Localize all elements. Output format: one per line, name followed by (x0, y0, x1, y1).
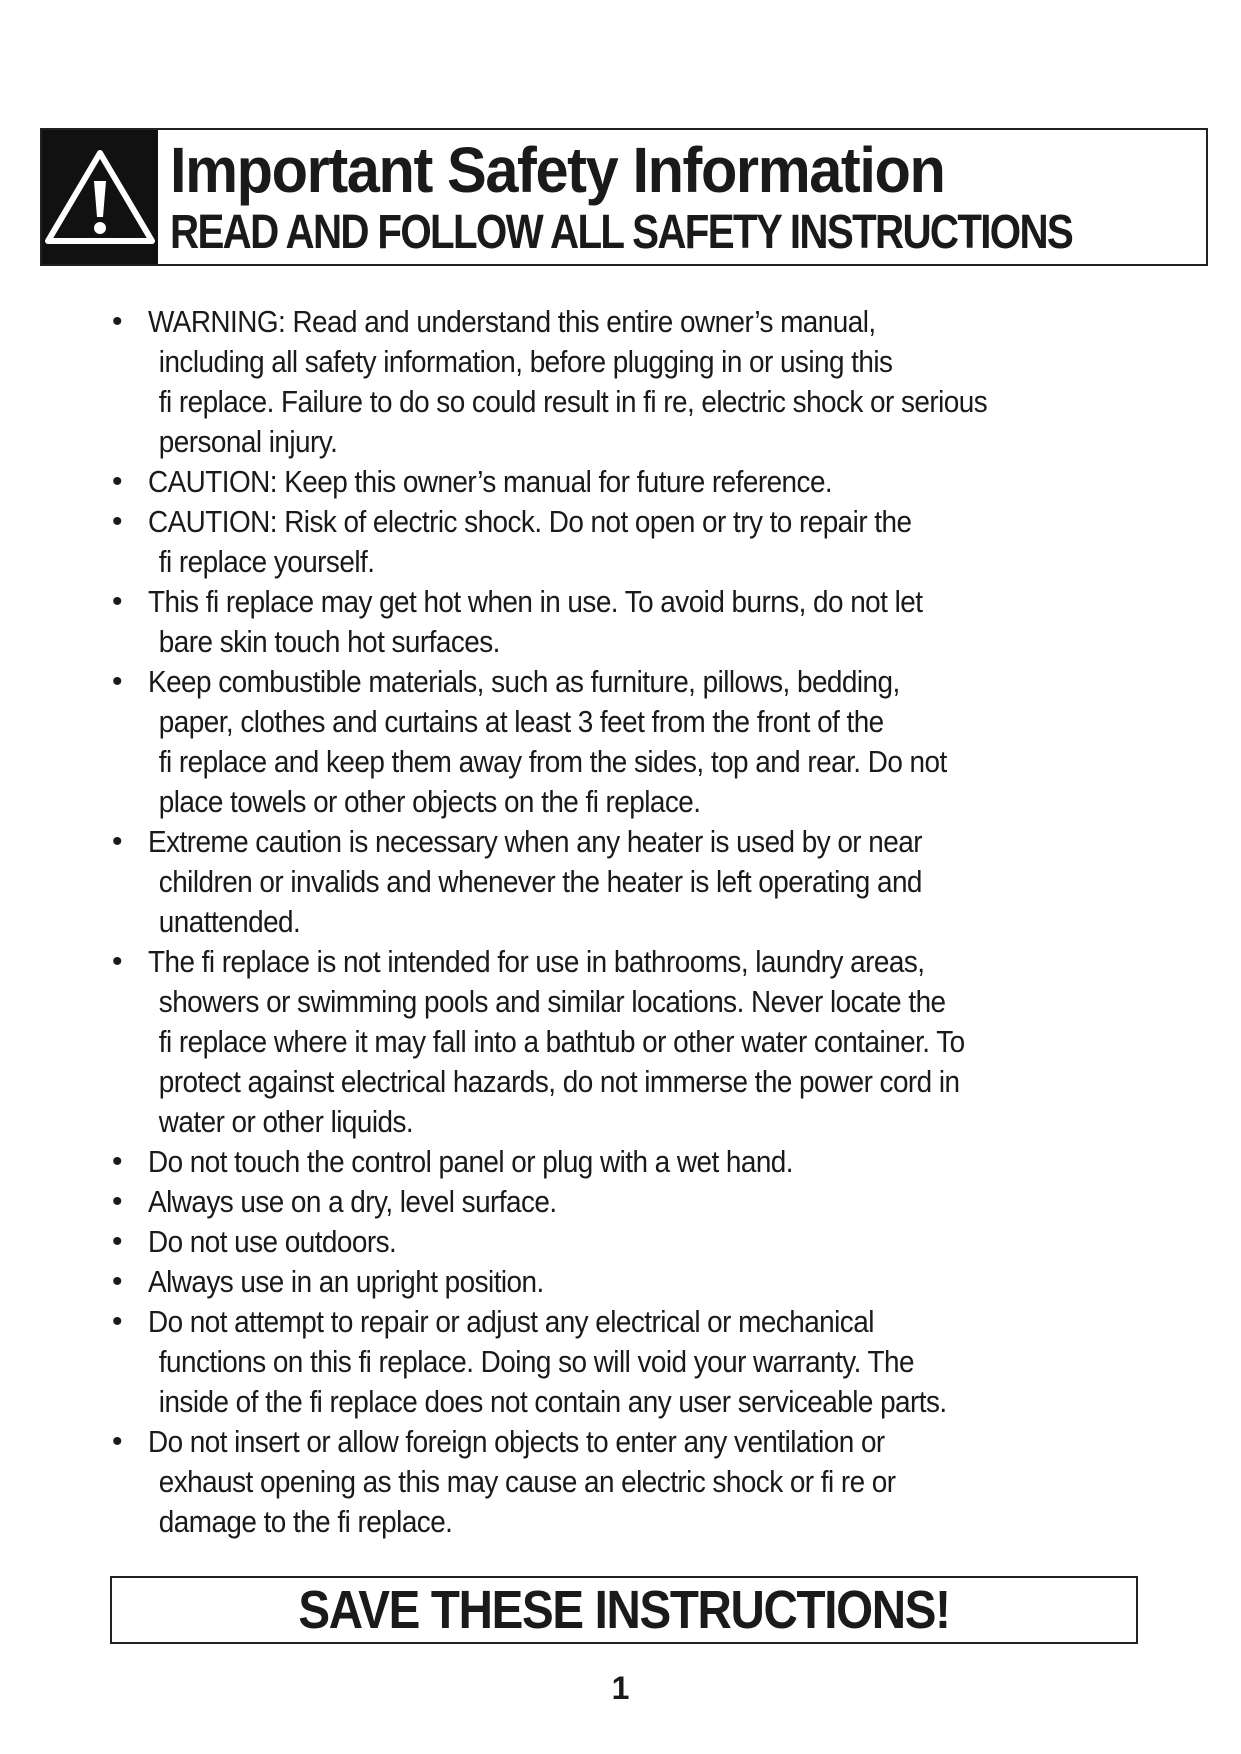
list-item-line: WARNING: Read and understand this entire owner’s manual, (148, 304, 876, 339)
list-item (112, 1262, 1172, 1302)
list-item-line: Extreme caution is necessary when any heater is used by or near (148, 824, 922, 859)
bullet-icon: • (112, 505, 123, 538)
list-item (112, 662, 1172, 822)
list-item (112, 1222, 1172, 1262)
bullet-icon: • (112, 1305, 123, 1338)
list-item-line: Always use in an upright position. (148, 1264, 544, 1299)
list-item-line: Do not attempt to repair or adjust any electrical or mechanical (148, 1304, 874, 1339)
list-item (112, 462, 1172, 502)
list-item-line: fi replace and keep them away from the sides, top and rear. Do not (158, 744, 947, 779)
list-item-line: Keep combustible materials, such as furniture, pillows, bedding, (148, 664, 900, 699)
bullet-icon: • (112, 585, 123, 618)
list-item-line: children or invalids and whenever the heater is left operating and (158, 864, 922, 899)
list-item-line: The fi replace is not intended for use in bathrooms, laundry areas, (148, 944, 925, 979)
list-item-line: functions on this fi replace. Doing so will void your warranty. The (158, 1344, 915, 1379)
list-item-line: fi replace. Failure to do so could result in fi re, electric shock or serious (158, 384, 988, 419)
list-item (112, 1422, 1172, 1542)
list-item (112, 942, 1172, 1142)
safety-instructions-list (112, 302, 1172, 1542)
list-item-line: paper, clothes and curtains at least 3 feet from the front of the (158, 704, 884, 739)
list-item-line: CAUTION: Risk of electric shock. Do not open or try to repair the (148, 504, 912, 539)
safety-header (40, 128, 1208, 266)
list-item (112, 1302, 1172, 1422)
bullet-icon: • (112, 665, 123, 698)
list-item-line: including all safety information, before plugging in or using this (158, 344, 893, 379)
bullet-icon: • (112, 825, 123, 858)
list-item-line: personal injury. (158, 424, 338, 459)
warning-triangle-icon (42, 147, 158, 247)
list-item-line: Do not insert or allow foreign objects to enter any ventilation or (148, 1424, 885, 1459)
list-item-line: CAUTION: Keep this owner’s manual for future reference. (148, 464, 833, 499)
list-item-line: bare skin touch hot surfaces. (158, 624, 500, 659)
bullet-icon: • (112, 465, 123, 498)
list-item (112, 302, 1172, 462)
bullet-icon: • (112, 1265, 123, 1298)
warning-icon-panel (42, 130, 158, 264)
page-number: 1 (611, 1670, 630, 1706)
page-title: Important Safety Information (170, 134, 945, 206)
list-item-line: unattended. (158, 904, 301, 939)
bullet-icon: • (112, 1185, 123, 1218)
bullet-icon: • (112, 1145, 123, 1178)
list-item (112, 822, 1172, 942)
list-item-line: place towels or other objects on the fi replace. (158, 784, 701, 819)
list-item-line: This fi replace may get hot when in use. To avoid burns, do not let (148, 584, 923, 619)
save-instructions-box (110, 1576, 1138, 1644)
bullet-icon: • (112, 945, 123, 978)
list-item-line: exhaust opening as this may cause an electric shock or fi re or (158, 1464, 896, 1499)
list-item-line: protect against electrical hazards, do not immerse the power cord in (158, 1064, 960, 1099)
list-item-line: fi replace where it may fall into a bathtub or other water container. To (158, 1024, 965, 1059)
save-instructions-text: SAVE THESE INSTRUCTIONS! (298, 1580, 950, 1640)
bullet-icon: • (112, 305, 123, 338)
list-item (112, 502, 1172, 582)
list-item (112, 1142, 1172, 1182)
bullet-icon: • (112, 1225, 123, 1258)
list-item-line: inside of the fi replace does not contain any user serviceable parts. (158, 1384, 947, 1419)
list-item-line: water or other liquids. (158, 1104, 414, 1139)
list-item-line: Do not use outdoors. (148, 1224, 397, 1259)
list-item-line: Do not touch the control panel or plug with a wet hand. (148, 1144, 793, 1179)
list-item-line: damage to the fi replace. (158, 1504, 453, 1539)
list-item (112, 1182, 1172, 1222)
bullet-icon: • (112, 1425, 123, 1458)
list-item-line: Always use on a dry, level surface. (148, 1184, 557, 1219)
page-subtitle: READ AND FOLLOW ALL SAFETY INSTRUCTIONS (170, 206, 1073, 259)
list-item (112, 582, 1172, 662)
list-item-line: fi replace yourself. (158, 544, 375, 579)
list-item-line: showers or swimming pools and similar locations. Never locate the (158, 984, 946, 1019)
